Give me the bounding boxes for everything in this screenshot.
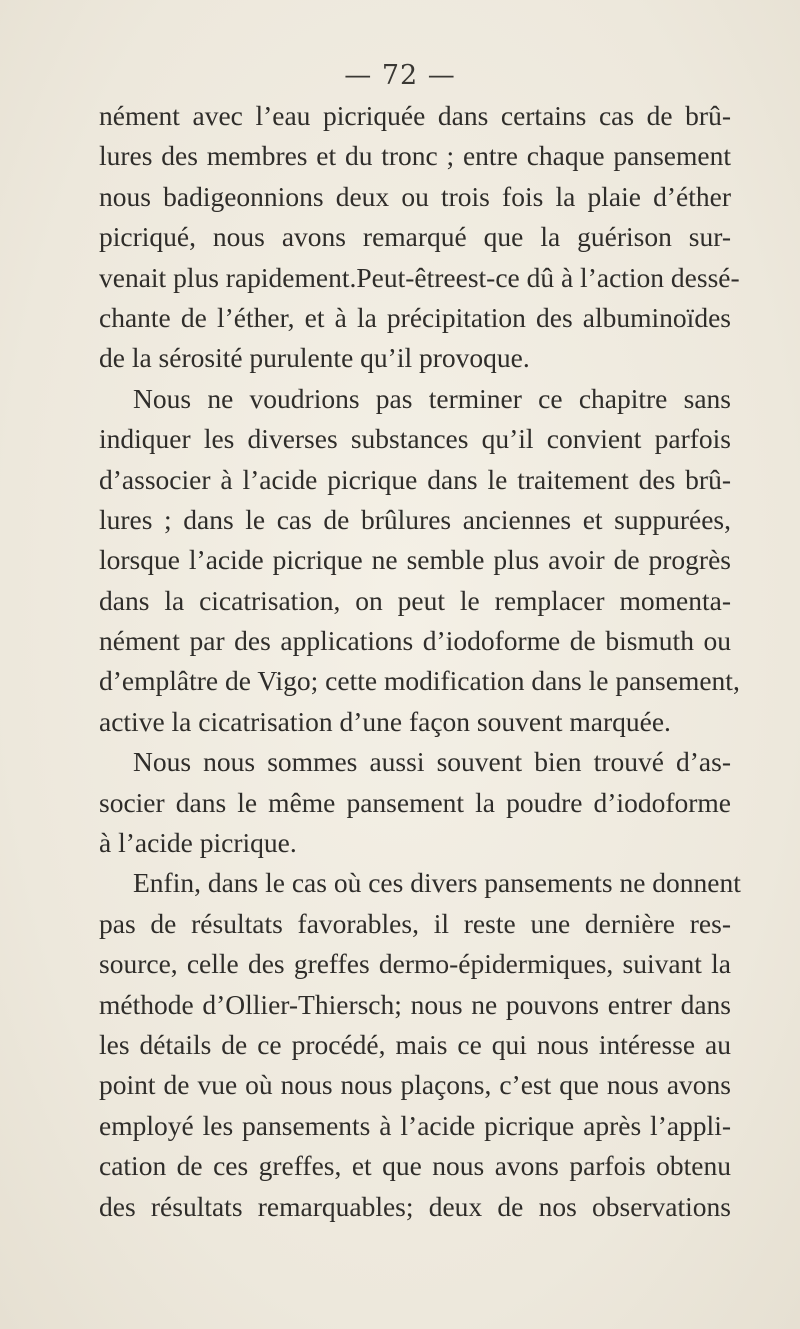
text-line: source, celle des greffes dermo-épidermiques, suivant la	[99, 948, 731, 980]
text-line: cation de ces greffes, et que nous avons parfois obtenu	[99, 1150, 731, 1182]
text-line: Enfin, dans le cas où ces divers pansements ne donnent	[133, 867, 741, 899]
text-line: socier dans le même pansement la poudre d’iodoforme	[99, 786, 731, 818]
text-line: venait plus rapidement.Peut-êtreest-ce dû à l’action dessé-	[99, 261, 740, 293]
text-line: chante de l’éther, et à la précipitation des albuminoïdes	[99, 301, 731, 333]
text-line: pas de résultats favorables, il reste une dernière res-	[99, 907, 731, 939]
text-line: dans la cicatrisation, on peut le remplacer momenta-	[99, 584, 731, 616]
text-line: méthode d’Ollier-Thiersch; nous ne pouvons entrer dans	[99, 988, 731, 1020]
text-line: lorsque l’acide picrique ne semble plus avoir de progrès	[99, 544, 731, 576]
text-line: nément avec l’eau picriquée dans certains cas de brû-	[99, 100, 731, 131]
text-line: active la cicatrisation d’une façon souvent marquée.	[99, 705, 671, 737]
text-line: employé les pansements à l’acide picrique après l’appli-	[99, 1109, 731, 1141]
body-text	[99, 96, 741, 1227]
text-line: indiquer les diverses substances qu’il convient parfois	[99, 423, 731, 455]
page-number: — 72 —	[344, 60, 456, 91]
text-line: de la sérosité purulente qu’il provoque.	[99, 342, 530, 374]
text-line: d’emplâtre de Vigo; cette modification dans le pansement,	[99, 665, 740, 697]
text-line: lures ; dans le cas de brûlures anciennes et suppurées,	[99, 503, 731, 535]
text-line: point de vue où nous nous plaçons, c’est que nous avons	[99, 1069, 731, 1101]
text-line: les détails de ce procédé, mais ce qui nous intéresse au	[99, 1028, 731, 1060]
text-line: Nous nous sommes aussi souvent bien trouvé d’as-	[133, 746, 731, 778]
text-line: à l’acide picrique.	[99, 827, 297, 859]
text-line: lures des membres et du tronc ; entre chaque pansement	[99, 140, 731, 172]
text-line: d’associer à l’acide picrique dans le traitement des brû-	[99, 463, 731, 495]
text-line: picriqué, nous avons remarqué que la guérison sur-	[99, 221, 731, 253]
text-line: nous badigeonnions deux ou trois fois la plaie d’éther	[99, 180, 731, 212]
text-line: Nous ne voudrions pas terminer ce chapitre sans	[133, 382, 731, 414]
text-line: des résultats remarquables; deux de nos observations	[99, 1190, 731, 1222]
text-line: nément par des applications d’iodoforme de bismuth ou	[99, 625, 731, 657]
